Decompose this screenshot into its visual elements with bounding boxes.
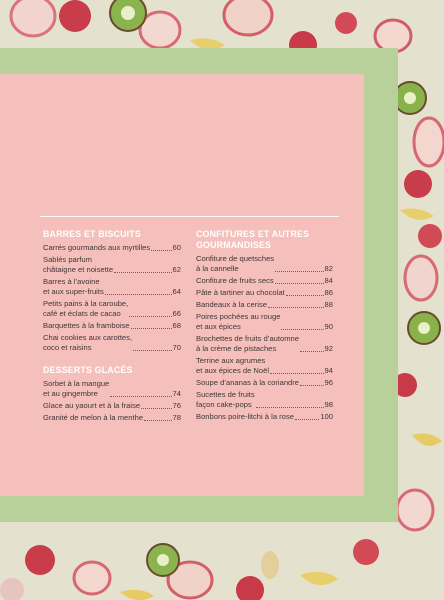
toc-entry-title: Sorbet à la mangue et au gingembre bbox=[43, 379, 110, 398]
toc-entry[interactable] bbox=[43, 299, 181, 319]
toc-page-number: 62 bbox=[172, 265, 181, 274]
toc-page-number: 90 bbox=[324, 322, 333, 331]
toc-entry-title: Confiture de quetsches à la cannelle bbox=[196, 254, 275, 273]
leader-dots bbox=[129, 316, 171, 317]
toc-entry[interactable] bbox=[196, 288, 333, 298]
toc-entry-title: Carrés gourmands aux myrtilles bbox=[43, 243, 151, 252]
toc-column-right bbox=[196, 229, 333, 424]
toc-entry-title: Brochettes de fruits d’automne à la crème de pistaches bbox=[196, 334, 299, 353]
toc-page-number: 76 bbox=[172, 401, 181, 410]
section-title-desserts-glaces: DESSERTS GLACÉS bbox=[43, 365, 133, 375]
toc-page-number: 70 bbox=[172, 343, 181, 352]
toc-entry-title: Terrine aux agrumes et aux épices de Noël bbox=[196, 356, 270, 375]
toc-entry[interactable] bbox=[43, 401, 181, 411]
leader-dots bbox=[151, 250, 171, 251]
toc-page-number: 78 bbox=[172, 413, 181, 422]
toc-entry[interactable] bbox=[43, 255, 181, 275]
toc-entry[interactable] bbox=[196, 300, 333, 310]
toc-entry[interactable] bbox=[43, 321, 181, 331]
leader-dots bbox=[300, 351, 324, 352]
toc-entry[interactable] bbox=[196, 356, 333, 376]
toc-entry[interactable] bbox=[43, 243, 181, 253]
toc-entry-title: Granité de melon à la menthe bbox=[43, 413, 144, 422]
toc-entry-title: Barquettes à la framboise bbox=[43, 321, 130, 330]
toc-entry-title: Sucettes de fruits façon cake-pops bbox=[196, 390, 255, 409]
leader-dots bbox=[270, 373, 324, 374]
toc-entry[interactable] bbox=[43, 333, 181, 353]
toc-entry[interactable] bbox=[196, 378, 333, 388]
toc-entry[interactable] bbox=[43, 277, 181, 297]
toc-column-left bbox=[43, 229, 181, 425]
leader-dots bbox=[275, 283, 324, 284]
toc-entry-title: Bandeaux à la cerise bbox=[196, 300, 267, 309]
leader-dots bbox=[281, 329, 323, 330]
toc-page-number: 98 bbox=[324, 400, 333, 409]
leader-dots bbox=[300, 385, 324, 386]
toc-entry-title: Confiture de fruits secs bbox=[196, 276, 274, 285]
toc-entry-title: Chai cookies aux carottes, coco et raisins bbox=[43, 333, 133, 352]
toc-entry-title: Petits pains à la caroube, café et éclats de cacao bbox=[43, 299, 129, 318]
leader-dots bbox=[141, 408, 171, 409]
toc-page-number: 92 bbox=[324, 344, 333, 353]
toc-page-number: 60 bbox=[172, 243, 181, 252]
divider-line bbox=[40, 216, 339, 217]
section-title-barres-et-biscuits: BARRES ET BISCUITS bbox=[43, 229, 141, 239]
toc-entry-title: Bonbons poire-litchi à la rose bbox=[196, 412, 294, 421]
toc-entry[interactable] bbox=[196, 390, 333, 410]
toc-page-number: 96 bbox=[324, 378, 333, 387]
toc-page-number: 84 bbox=[324, 276, 333, 285]
leader-dots bbox=[286, 295, 324, 296]
section-title-confitures: CONFITURES ET AUTRES GOURMANDISES bbox=[196, 229, 310, 250]
toc-page-number: 100 bbox=[320, 412, 333, 421]
toc-entry[interactable] bbox=[43, 413, 181, 423]
toc-entry[interactable] bbox=[43, 379, 181, 399]
toc-entry[interactable] bbox=[196, 412, 333, 422]
leader-dots bbox=[133, 350, 171, 351]
toc-entry-title: Sablés parfum châtaigne et noisette bbox=[43, 255, 114, 274]
leader-dots bbox=[144, 420, 172, 421]
toc-entry-title: Soupe d’ananas à la coriandre bbox=[196, 378, 300, 387]
leader-dots bbox=[131, 328, 172, 329]
leader-dots bbox=[110, 396, 171, 397]
leader-dots bbox=[295, 419, 319, 420]
toc-entry-title: Poires pochées au rouge et aux épices bbox=[196, 312, 281, 331]
toc-entry[interactable] bbox=[196, 276, 333, 286]
toc-page-number: 68 bbox=[172, 321, 181, 330]
toc-entry[interactable] bbox=[196, 312, 333, 332]
leader-dots bbox=[275, 271, 323, 272]
leader-dots bbox=[105, 294, 172, 295]
toc-page-number: 82 bbox=[324, 264, 333, 273]
toc-entry-title: Glace au yaourt et à la fraise bbox=[43, 401, 141, 410]
toc-page-number: 86 bbox=[324, 288, 333, 297]
toc-entry-title: Barres à l’avoine et aux super-fruits bbox=[43, 277, 104, 296]
toc-page-number: 64 bbox=[172, 287, 181, 296]
leader-dots bbox=[256, 407, 324, 408]
toc-page-number: 74 bbox=[172, 389, 181, 398]
toc-page-number: 66 bbox=[172, 309, 181, 318]
toc-entry-title: Pâte à tartiner au chocolat bbox=[196, 288, 285, 297]
toc-entry[interactable] bbox=[196, 334, 333, 354]
toc-page-number: 88 bbox=[324, 300, 333, 309]
toc-entry[interactable] bbox=[196, 254, 333, 274]
leader-dots bbox=[114, 272, 171, 273]
toc-page-number: 94 bbox=[324, 366, 333, 375]
leader-dots bbox=[268, 307, 324, 308]
